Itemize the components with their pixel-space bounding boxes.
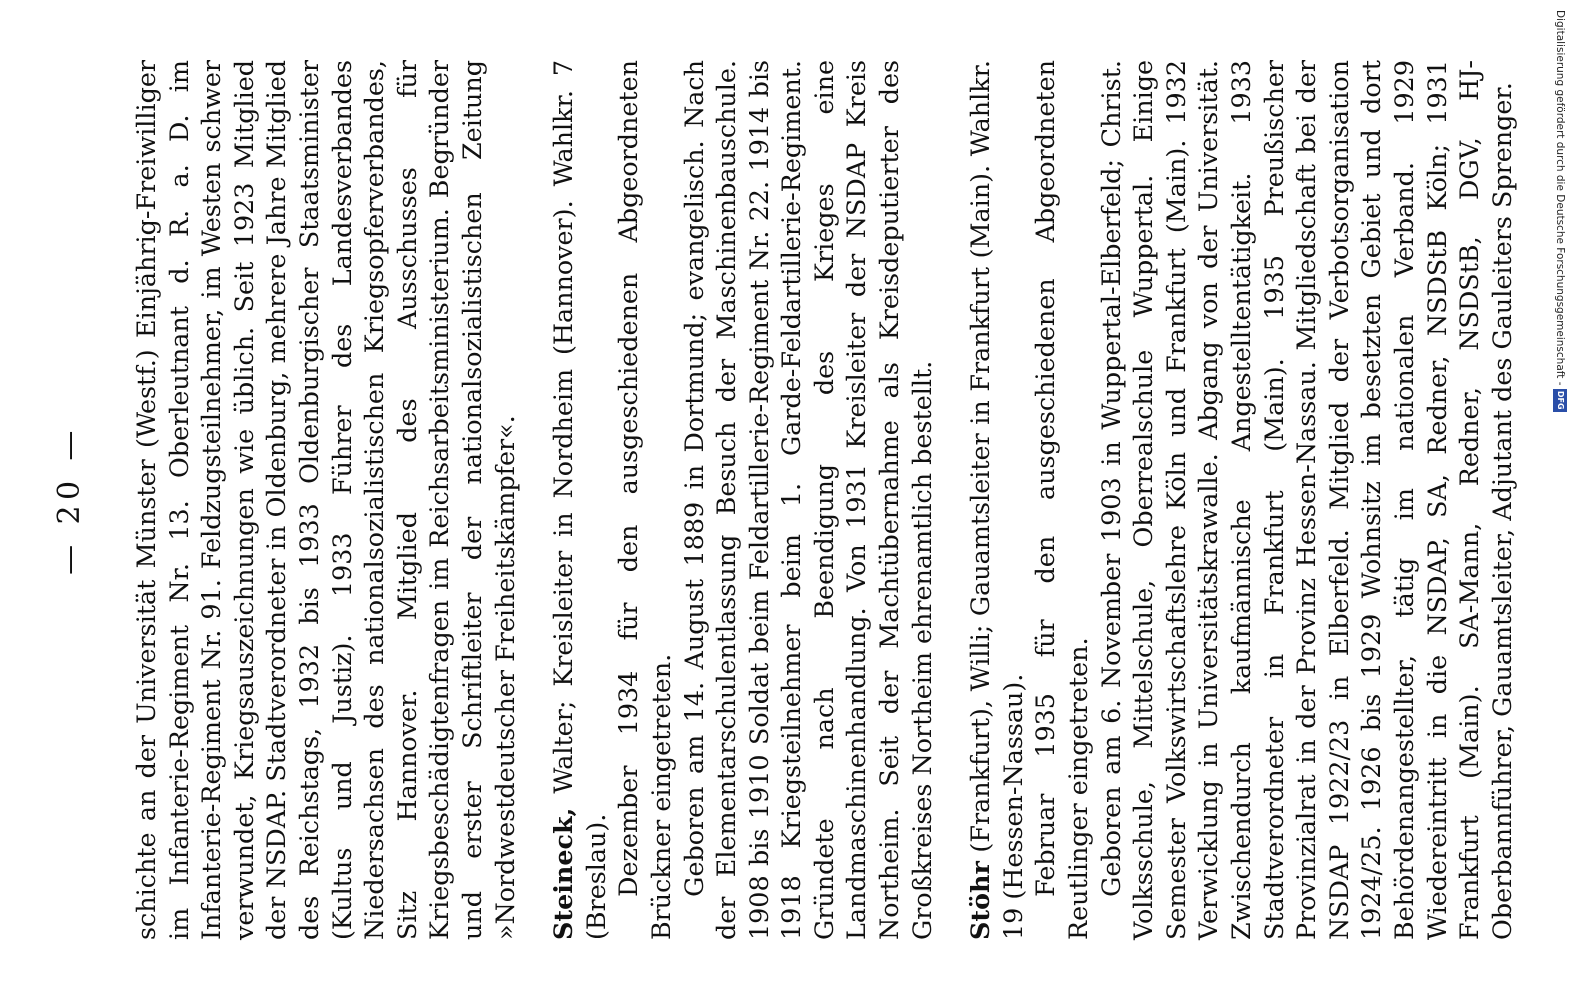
paragraph-text: Geboren am 14. August 1889 in Dortmund; evangelisch. Nach der Elementarschulentlassung Besuch der Maschinenbauschule. 1908 bis 1910 Soldat beim Feldartillerie-Regiment Nr. 22. 1914 bis 1918 Kriegsteilnehmer beim 1. Garde-Feldartillerie-Regiment. Gründete nach Beendigung des Krieges eine Landmaschinenhandlung. Von 1931 Kreisleiter der NSDAP Kreis Northeim. Seit der Machtübernahme als Kreisdeputierter des Großkreises Northeim ehrenamtlich bestellt. [678,60,937,940]
entry-paragraph [1095,60,1519,940]
paragraph-text: Februar 1935 für den ausgeschiedenen Abgeordneten Reutlinger eingetreten. [1030,60,1094,940]
paragraph-text: Geboren am 6. November 1903 in Wuppertal-Elberfeld; Christ. Volksschule, Mittelschule, Oberrealschule Wuppertal. Einige Semester Volkswirtschaftslehre Köln und Frankfurt (Main). 1932 Verwicklung in Universitätskrawalle. Abgang von der Universität. Zwischendurch kaufmännische Angestelltentätigkeit. 1933 Stadtverordneter in Frankfurt (Main). 1935 Preußischer Provinzialrat in der Provinz Hessen-Nassau. Mitgliedschaft bei der NSDAP 1922/23 in Elberfeld. Mitglied der Verbotsorganisation 1924/25. 1926 bis 1929 Wohnsitz im besetzten Gebiet und dort Behördenangestellter, tätig im nationalen Verband. 1929 Wiedereintritt in die NSDAP, SA, Redner, NSDStB Köln; 1931 Frankfurt (Main). SA-Mann, Redner, NSDStB, DGV, HJ-Oberbannführer, Gauamtsleiter, Adjutant des Gauleiters Sprenger. [1095,60,1517,940]
entry-heading-paragraph [964,60,1029,940]
paragraph-text: Dezember 1934 für den ausgeschiedenen Abgeordneten Brückner eingetreten. [613,60,676,940]
paragraph-text: Walter; Kreisleiter in Nordheim (Hannover). Wahlkr. 7 (Breslau). [548,60,611,940]
paragraph-text: schichte an der Universität Münster (Westf.) Einjährig-Freiwilliger im Infanterie-Regiment Nr. 13. Oberleutnant d. R. a. D. im Infanterie-Regiment Nr. 91. Feldzugsteilnehmer, im Westen schwer verwundet, Kriegsauszeichnungen wie üblich. Seit 1923 Mitglied der NSDAP. Stadtverordneter in Oldenburg, mehrere Jahre Mitglied des Reichstags, 1932 bis 1933 Oldenburgischer Staatsminister (Kultus und Justiz). 1933 Führer des Landesverbandes Niedersachsen des nationalsozialistischen Kriegsopferverbandes, Sitz Hannover. Mitglied des Ausschusses für Kriegsbeschädigtenfragen im Reichsarbeitsministerium. Begründer und erster Schriftleiter der nationalsozialistischen Zeitung »Nordwestdeutscher Freiheitskämpfer«. [131,60,520,940]
entry-paragraph [1029,60,1094,940]
entry-heading-paragraph [130,60,521,940]
entry-paragraph [678,60,939,940]
digitization-credit-strip [1548,10,1572,970]
paragraph-text: (Frankfurt), Willi; Gauamtsleiter in Frankfurt (Main). Wahlkr. 19 (Hessen-Nassau). [965,60,1028,940]
digitization-credit [1548,10,1572,416]
dfg-logo-icon: DFG [1553,389,1567,412]
entry-name: Steineck, [548,807,579,940]
body-text [130,60,1518,940]
page-content [52,60,1517,940]
credit-text: Digitalisierung gefördert durch die Deutsche Forschungsgemeinschaft - [1554,10,1566,386]
entry-heading-paragraph [547,60,612,940]
entry-name: Stöhr [965,861,996,940]
page-number: — 20 — [52,425,87,575]
entry-paragraph [612,60,677,940]
